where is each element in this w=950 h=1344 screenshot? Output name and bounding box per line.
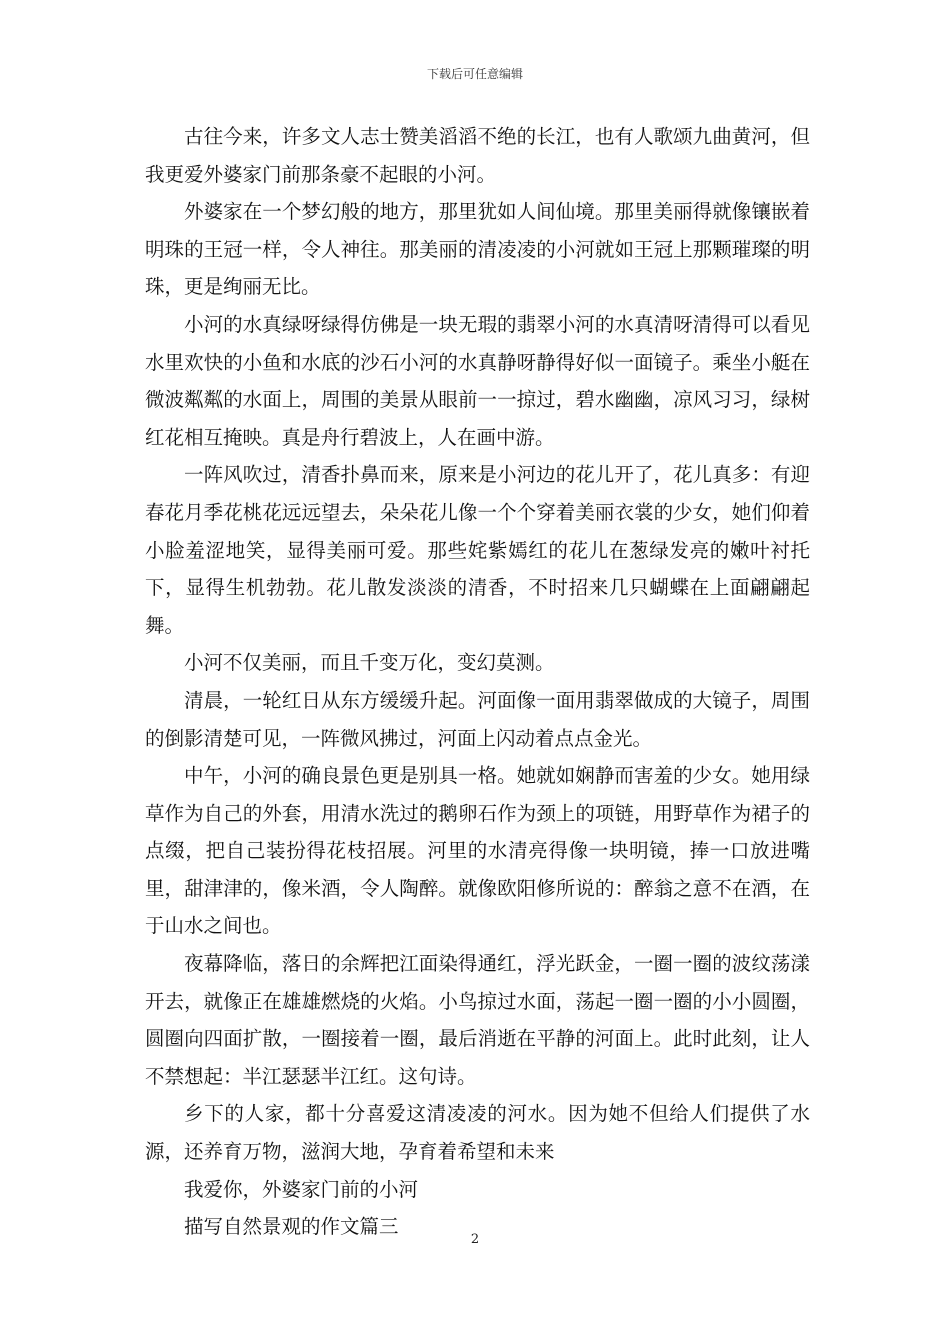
paragraph: 中午，小河的确良景色更是别具一格。她就如娴静而害羞的少女。她用绿草作为自己的外套，用清水洗过的鹅卵石作为颈上的项链，用野草作为裙子的点缀，把自己装扮得花枝招展。河里的水清亮得像一块明镜，捧一口放进嘴里，甜津津的，像米酒，令人陶醉。就像欧阳修所说的：醉翁之意不在酒，在于山水之间也。 [145,764,810,938]
page-header: 下载后可任意编辑 [426,67,523,81]
paragraph: 古往今来，许多文人志士赞美滔滔不绝的长江，也有人歌颂九曲黄河，但我更爱外婆家门前那条豪不起眼的小河。 [145,125,810,186]
paragraph: 夜幕降临，落日的余辉把江面染得通红，浮光跃金，一圈一圈的波纹荡漾开去，就像正在雄雄燃烧的火焰。小鸟掠过水面，荡起一圈一圈的小小圆圈，圆圈向四面扩散，一圈接着一圈，最后消逝在平静的河面上。此时此刻，让人不禁想起：半江瑟瑟半江红。这句诗。 [145,952,810,1088]
paragraph: 我爱你，外婆家门前的小河 [184,1177,419,1201]
paragraph: 清晨，一轮红日从东方缓缓升起。河面像一面用翡翠做成的大镜子，周围的倒影清楚可见，一阵微风拂过，河面上闪动着点点金光。 [145,688,810,750]
paragraph: 小河不仅美丽，而且千变万化，变幻莫测。 [184,651,555,675]
paragraph: 小河的水真绿呀绿得仿佛是一块无瑕的翡翠小河的水真清呀清得可以看见水里欢快的小鱼和水底的沙石小河的水真静呀静得好似一面镜子。乘坐小艇在微波粼粼的水面上，周围的美景从眼前一一掠过，碧水幽幽，凉风习习，绿树红花相互掩映。真是舟行碧波上，人在画中游。 [145,312,810,449]
paragraph: 乡下的人家，都十分喜爱这清凌凌的河水。因为她不但给人们提供了水源，还养育万物，滋润大地，孕育着希望和未来 [145,1102,810,1164]
page-number: 2 [470,1232,480,1247]
paragraph: 外婆家在一个梦幻般的地方，那里犹如人间仙境。那里美丽得就像镶嵌着明珠的王冠一样，令人神往。那美丽的清凌凌的小河就如王冠上那颗璀璨的明珠，更是绚丽无比。 [145,200,810,299]
paragraph: 一阵风吹过，清香扑鼻而来，原来是小河边的花儿开了，花儿真多：有迎春花月季花桃花远远望去，朵朵花儿像一个个穿着美丽衣裳的少女，她们仰着小脸羞涩地笑，显得美丽可爱。那些姹紫嫣红的花儿在葱绿发亮的嫩叶衬托下，显得生机勃勃。花儿散发淡淡的清香，不时招来几只蝴蝶在上面翩翩起舞。 [145,463,810,637]
document-body [145,118,810,1246]
section-heading: 描写自然景观的作文篇三 [184,1215,399,1239]
